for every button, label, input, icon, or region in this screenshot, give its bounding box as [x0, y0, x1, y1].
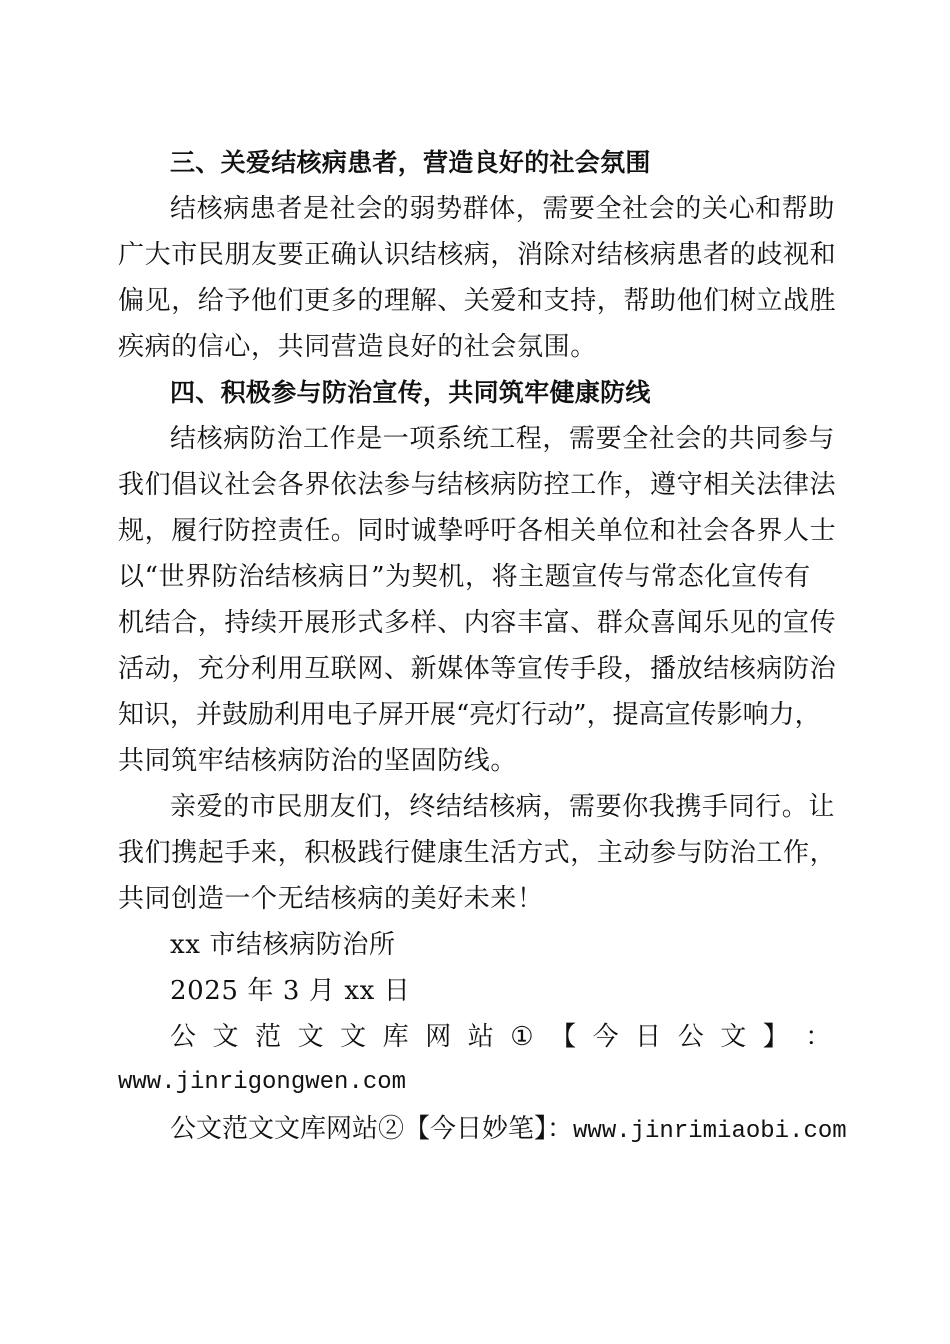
footer-char: 库: [382, 1022, 410, 1052]
paragraph-line: 疾病的信心，共同营造良好的社会氛围。: [118, 332, 597, 362]
footer-site2-url[interactable]: www.jinrimiaobi.com: [573, 1118, 847, 1145]
footer-char: 网: [425, 1022, 452, 1052]
footer-char: 文: [720, 1022, 747, 1052]
signature-organization: xx 市结核病防治所: [170, 930, 396, 960]
paragraph-line: 偏见，给予他们更多的理解、关爱和支持，帮助他们树立战胜: [118, 286, 837, 316]
paragraph-line: 规，履行防控责任。同时诚挚呼吁各相关单位和社会各界人士: [118, 516, 837, 546]
closing-line: 亲爱的市民朋友们，终结结核病，需要你我携手同行。让: [170, 792, 836, 822]
footer-site2: [170, 1106, 847, 1152]
section-4-heading: 四、积极参与防治宣传，共同筑牢健康防线: [170, 378, 651, 407]
paragraph-line: 结核病防治工作是一项系统工程，需要全社会的共同参与: [170, 424, 836, 454]
paragraph-line: 共同筑牢结核病防治的坚固防线。: [118, 746, 518, 776]
footer-char: ①: [510, 1022, 535, 1052]
footer-char: 今: [592, 1022, 620, 1052]
footer-site1-url[interactable]: www.jinrigongwen.com: [118, 1069, 407, 1096]
paragraph-line: 结核病患者是社会的弱势群体，需要全社会的关心和帮助: [170, 194, 836, 224]
paragraph-line: 活动，充分利用互联网、新媒体等宣传手段，播放结核病防治: [118, 654, 837, 684]
signature-date: 2025 年 3 月 xx 日: [170, 976, 411, 1006]
footer-site2-label: 公文范文文库网站②【今日妙笔】：: [170, 1114, 574, 1144]
footer-char: 【: [550, 1022, 577, 1052]
footer-char: 文: [297, 1022, 325, 1052]
paragraph-line: 广大市民朋友要正确认识结核病，消除对结核病患者的歧视和: [118, 240, 837, 270]
footer-site1-label: [170, 1014, 832, 1060]
footer-char: 站: [467, 1022, 495, 1052]
footer-char: 公: [677, 1022, 705, 1052]
footer-char: 范: [255, 1022, 282, 1052]
footer-char: 文: [212, 1022, 240, 1052]
paragraph-line: 以“世界防治结核病日”为契机，将主题宣传与常态化宣传有: [118, 562, 811, 592]
footer-char: 文: [340, 1022, 367, 1052]
footer-char: 日: [635, 1022, 662, 1052]
paragraph-line: 知识，并鼓励利用电子屏开展“亮灯行动”，提高宣传影响力，: [118, 700, 821, 730]
footer-char: 公: [170, 1022, 197, 1052]
footer-char: 】: [762, 1022, 790, 1052]
closing-line: 我们携起手来，积极践行健康生活方式，主动参与防治工作，: [118, 838, 837, 868]
paragraph-line: 我们倡议社会各界依法参与结核病防控工作，遵守相关法律法: [118, 470, 837, 500]
closing-line: 共同创造一个无结核病的美好未来！: [118, 884, 544, 914]
section-3-heading: 三、关爱结核病患者，营造良好的社会氛围: [170, 148, 651, 177]
paragraph-line: 机结合，持续开展形式多样、内容丰富、群众喜闻乐见的宣传: [118, 608, 837, 638]
footer-char: ：: [805, 1022, 832, 1052]
